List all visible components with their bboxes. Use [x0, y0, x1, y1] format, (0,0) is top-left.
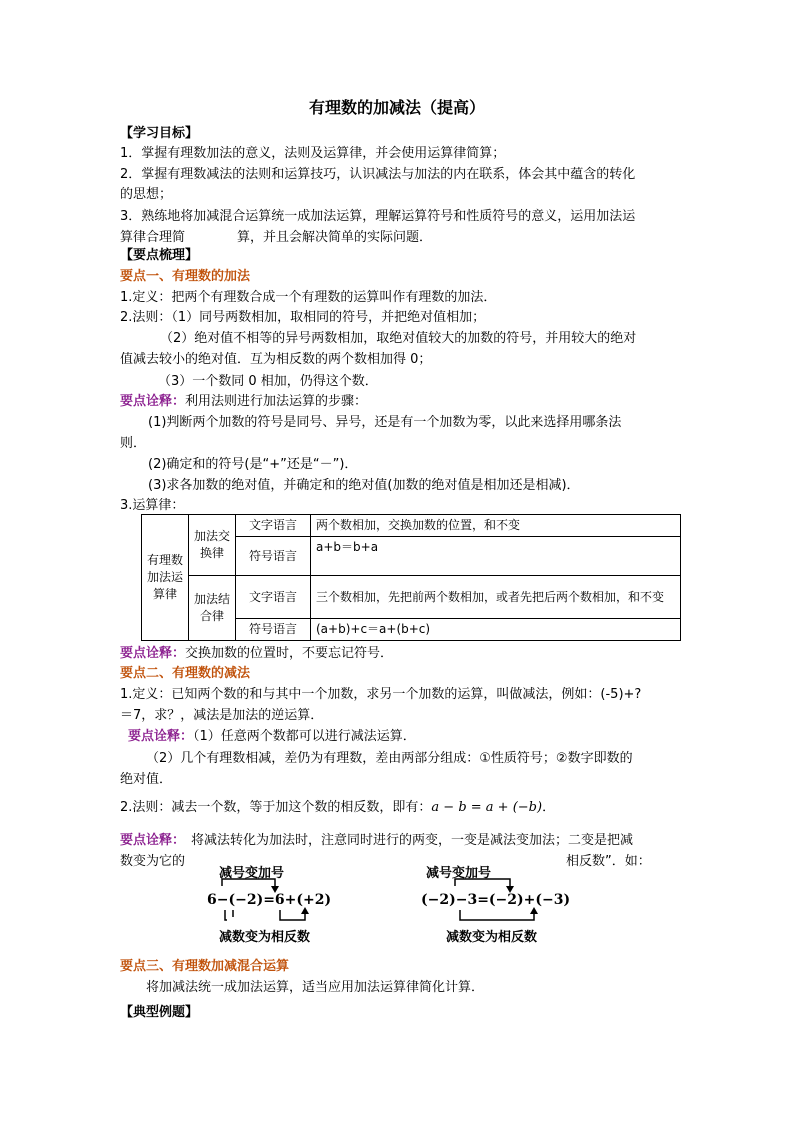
point2-note: [128, 728, 416, 746]
step-line: (2)确定和的符号(是“+”还是“－”)．: [148, 457, 358, 472]
subtraction-diagram-2: [418, 862, 578, 947]
note-text: 交换加数的位置时，不要忘记符号．: [185, 646, 394, 661]
point1-rule: （2）绝对值不相等的异号两数相加，取绝对值较大的加数的符号，并用较大的绝对: [160, 331, 637, 346]
table-assoc-label: 加法结合律: [189, 576, 236, 641]
table-sym-lang: 符号语言: [236, 619, 311, 641]
goal-line: 2．掌握有理数减法的法则和运算技巧，认识减法与加法的内在联系，体会其中蕴含的转化: [120, 167, 636, 182]
note-text: （1）任意两个数都可以进行减法运算．: [193, 729, 416, 744]
step-line: 则．: [120, 436, 147, 451]
table-comm-label: 加法交换律: [189, 515, 236, 576]
section-goals: 【学习目标】: [120, 126, 199, 141]
point2-note-line: （2）几个有理数相减，差仍为有理数，差由两部分组成：①性质符号；②数字即数的: [146, 751, 633, 766]
note-text: 利用法则进行加法运算的步骤：: [185, 394, 368, 409]
point1-rule: 值减去较小的绝对值．互为相反数的两个数相加得 0；: [120, 352, 432, 367]
table-comm-sym: a+b＝b+a: [311, 537, 681, 576]
addition-laws-table: [141, 514, 681, 641]
point1-definition: 1.定义：把两个有理数合成一个有理数的运算叫作有理数的加法．: [120, 290, 497, 305]
note3-line: 相反数”．如：: [566, 854, 651, 869]
goal-line: 的思想；: [120, 187, 173, 202]
note-label: 要点诠释：: [120, 646, 186, 661]
diagram-expression: 6−(−2)=6+(+2): [207, 892, 332, 908]
laws-title: 3.运算律：: [120, 498, 185, 513]
subtraction-diagram-1: [205, 862, 365, 947]
point1-rule: 2.法则：（1）同号两数相加，取相同的符号，并把绝对值相加；: [120, 310, 486, 325]
step-line: (1)判断两个加数的符号是同号、异号，还是有一个加数为零，以此来选择用哪条法: [148, 415, 622, 430]
point2-note3: [120, 832, 633, 850]
goal-line: 算律合理简 算，并且会解决简单的实际问题．: [120, 230, 433, 245]
diagram-expression: (−2)−3=(−2)+(−3): [421, 892, 571, 908]
point2-definition: ＝7，求？，减法是加法的逆运算．: [120, 708, 324, 723]
point1-heading: 要点一、有理数的加法: [120, 269, 251, 284]
note-label: 要点诠释：: [128, 729, 194, 744]
goal-line: 3．熟练地将加减混合运算统一成加法运算，理解运算符号和性质符号的意义，运用加法运: [120, 209, 636, 224]
table-comm-text: 两个数相加，交换加数的位置，和不变: [311, 515, 681, 537]
table-sym-lang: 符号语言: [236, 537, 311, 576]
point1-note: [120, 393, 367, 411]
point3-heading: 要点三、有理数加减混合运算: [120, 959, 290, 974]
table-assoc-sym: (a+b)+c＝a+(b+c): [311, 619, 681, 641]
point2-heading: 要点二、有理数的减法: [120, 666, 251, 681]
goal-line: 1．掌握有理数加法的意义，法则及运算律，并会使用运算律简算；: [120, 146, 506, 161]
note-label: 要点诠释：: [120, 394, 186, 409]
table-assoc-text: 三个数相加，先把前两个数相加，或者先把后两个数相加，和不变: [311, 576, 681, 619]
diagram-bottom-label: 减数变为相反数: [446, 930, 538, 945]
rule-suffix: ．: [542, 800, 556, 815]
diagram-bottom-label: 减数变为相反数: [219, 930, 311, 945]
section-review: 【要点梳理】: [120, 248, 199, 263]
table-text-lang: 文字语言: [236, 515, 311, 537]
section-examples: 【典型例题】: [120, 1005, 199, 1020]
note-label: 要点诠释：: [120, 833, 186, 848]
note-text: 将减法转化为加法时，注意同时进行的两变，一变是减法变加法；二变是把减: [191, 833, 634, 848]
step-line: (3)求各加数的绝对值，并确定和的绝对值(加数的绝对值是相加还是相减)．: [148, 478, 580, 493]
diagram-top-label: 减号变加号: [426, 866, 492, 881]
rule-text: 2.法则：减去一个数，等于加这个数的相反数，即有：: [120, 800, 432, 815]
table-main-label: 有理数加法运算律: [142, 515, 189, 641]
point2-note-line: 绝对值．: [120, 772, 173, 787]
table-text-lang: 文字语言: [236, 576, 311, 619]
point1-note2: [120, 645, 393, 663]
point3-text: 将加减法统一成加法运算，适当应用加法运算律简化计算．: [146, 980, 485, 995]
point2-rule: [120, 799, 555, 817]
note3-line: 数变为它的: [120, 854, 186, 869]
point1-rule: （3）一个数同 0 相加，仍得这个数．: [158, 374, 378, 389]
page-title: 有理数的加减法（提高）: [308, 98, 485, 117]
point2-definition: 1.定义：已知两个数的和与其中一个加数，求另一个加数的运算，叫做减法，例如：(-5)+?: [120, 687, 642, 702]
rule-formula: a − b = a + (−b): [431, 800, 543, 815]
diagram-top-label: 减号变加号: [219, 866, 285, 881]
